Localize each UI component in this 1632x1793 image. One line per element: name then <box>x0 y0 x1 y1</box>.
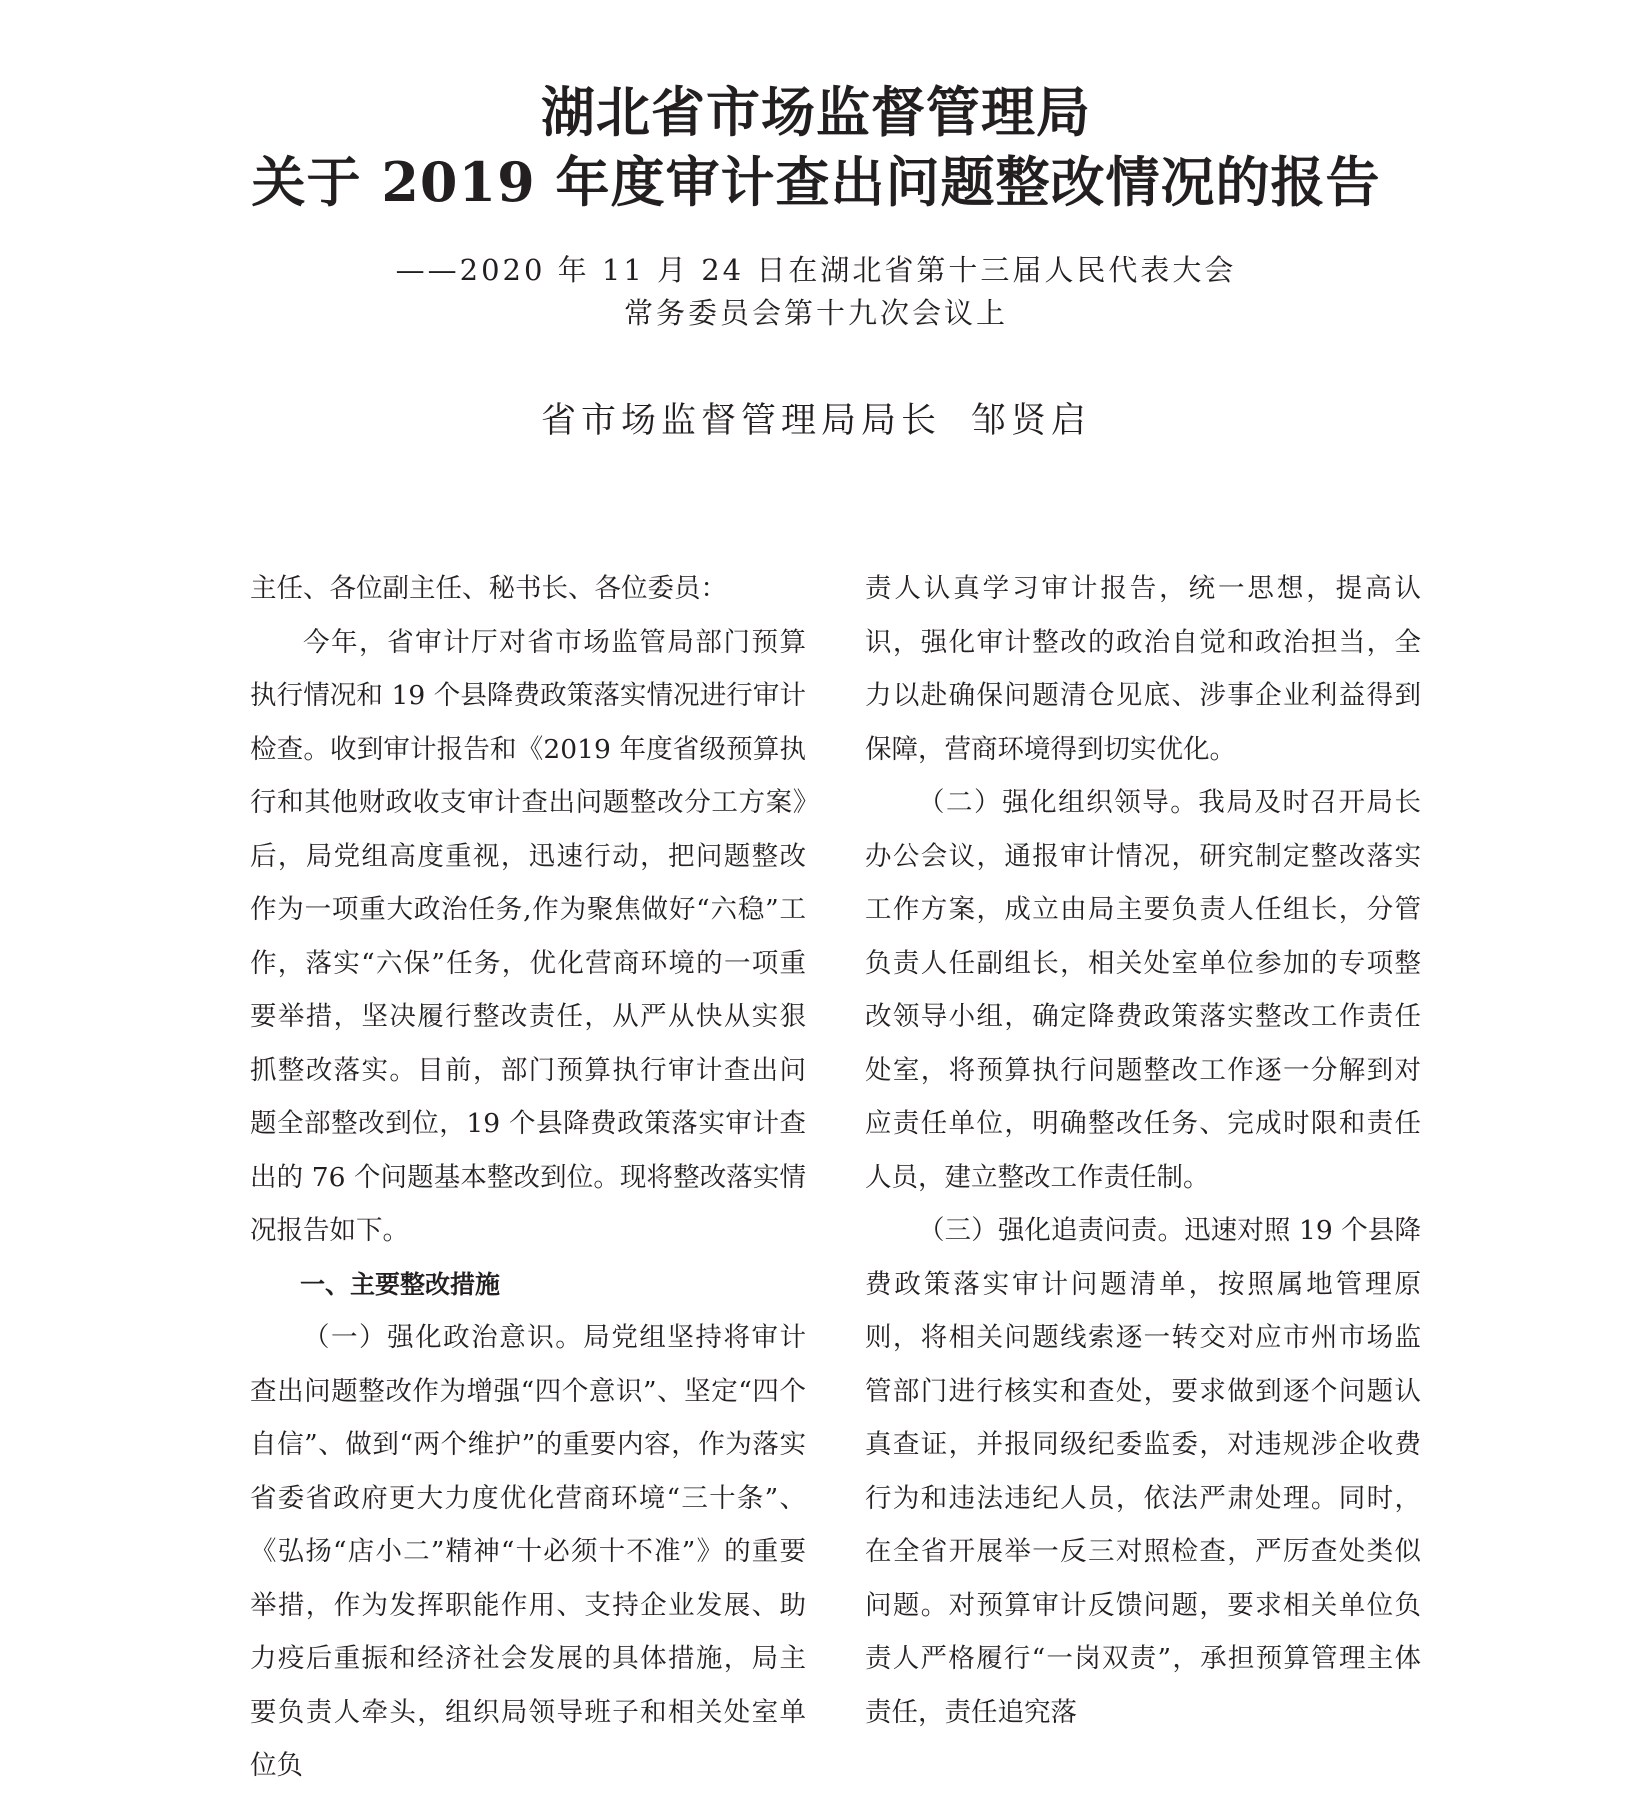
paragraph-political-awareness: （一）强化政治意识。局党组坚持将审计查出问题整改作为增强“四个意识”、坚定“四个自信”、做到“两个维护”的重要内容，作为落实省委省政府更大力度优化营商环境“三十条”、《弘扬“店小二”精神“十必须十不准”》的重要举措，作为发挥职能作用、支持企业发展、助力疫后重振和经济社会发展的具体措施，局主要负责人牵头，组织局领导班子和相关处室单位负 <box>250 1322 806 1781</box>
salutation: 主任、各位副主任、秘书长、各位委员： <box>250 573 727 604</box>
intro-paragraph: 今年，省审计厅对省市场监管局部门预算执行情况和 19 个县降费政策落实情况进行审计检查。收到审计报告和《2019 年度省级预算执行和其他财政收支审计查出问题整改分工方案》后，局党组高度重视，迅速行动，把问题整改作为一项重大政治任务,作为聚焦做好“六稳”工作，落实“六保”任务，优化营商环境的一项重要举措，坚决履行整改责任，从严从快从实狠抓整改落实。目前，部门预算执行审计查出问题全部整改到位，19 个县降费政策落实审计查出的 76 个问题基本整改到位。现将整改落实情况报告如下。 <box>250 626 806 1246</box>
author-position: 省市场监督管理局局长 <box>540 401 941 441</box>
paragraph-accountability: （三）强化追责问责。迅速对照 19 个县降费政策落实审计问题清单，按照属地管理原则，将相关问题线索逐一转交对应市州市场监管部门进行核实和查处，要求做到逐个问题认真查证，并报同级纪委监委，对违规涉企收费行为和违法违纪人员，依法严肃处理。同时，在全省开展举一反三对照检查，严厉查处类似问题。对预算审计反馈问题，要求相关单位负责人严格履行“一岗双责”，承担预算管理主体责任，责任追究落 <box>865 1215 1421 1728</box>
author-name: 邹贤启 <box>971 401 1092 441</box>
body-column-right <box>865 562 1421 1739</box>
subtitle-line-1: ——2020 年 11 月 24 日在湖北省第十三届人民代表大会 <box>395 253 1237 287</box>
document-title-line-2: 关于 2019 年度审计查出问题整改情况的报告 <box>251 150 1381 214</box>
body-column-left <box>250 562 806 1793</box>
subtitle-line-2: 常务委员会第十九次会议上 <box>623 296 1008 330</box>
paragraph-organization-leadership: （二）强化组织领导。我局及时召开局长办公会议，通报审计情况，研究制定整改落实工作方案，成立由局主要负责人任组长，分管负责人任副组长，相关处室单位参加的专项整改领导小组，确定降费政策落实整改工作责任处室，将预算执行问题整改工作逐一分解到对应责任单位，明确整改任务、完成时限和责任人员，建立整改工作责任制。 <box>865 787 1421 1193</box>
section-heading: 一、主要整改措施 <box>300 1269 501 1299</box>
author-line <box>0 397 1632 445</box>
paragraph-continuation: 责人认真学习审计报告，统一思想，提高认识，强化审计整改的政治自觉和政治担当，全力以赴确保问题清仓见底、涉事企业利益得到保障，营商环境得到切实优化。 <box>865 573 1421 765</box>
document-title-line-1: 湖北省市场监督管理局 <box>541 80 1091 144</box>
